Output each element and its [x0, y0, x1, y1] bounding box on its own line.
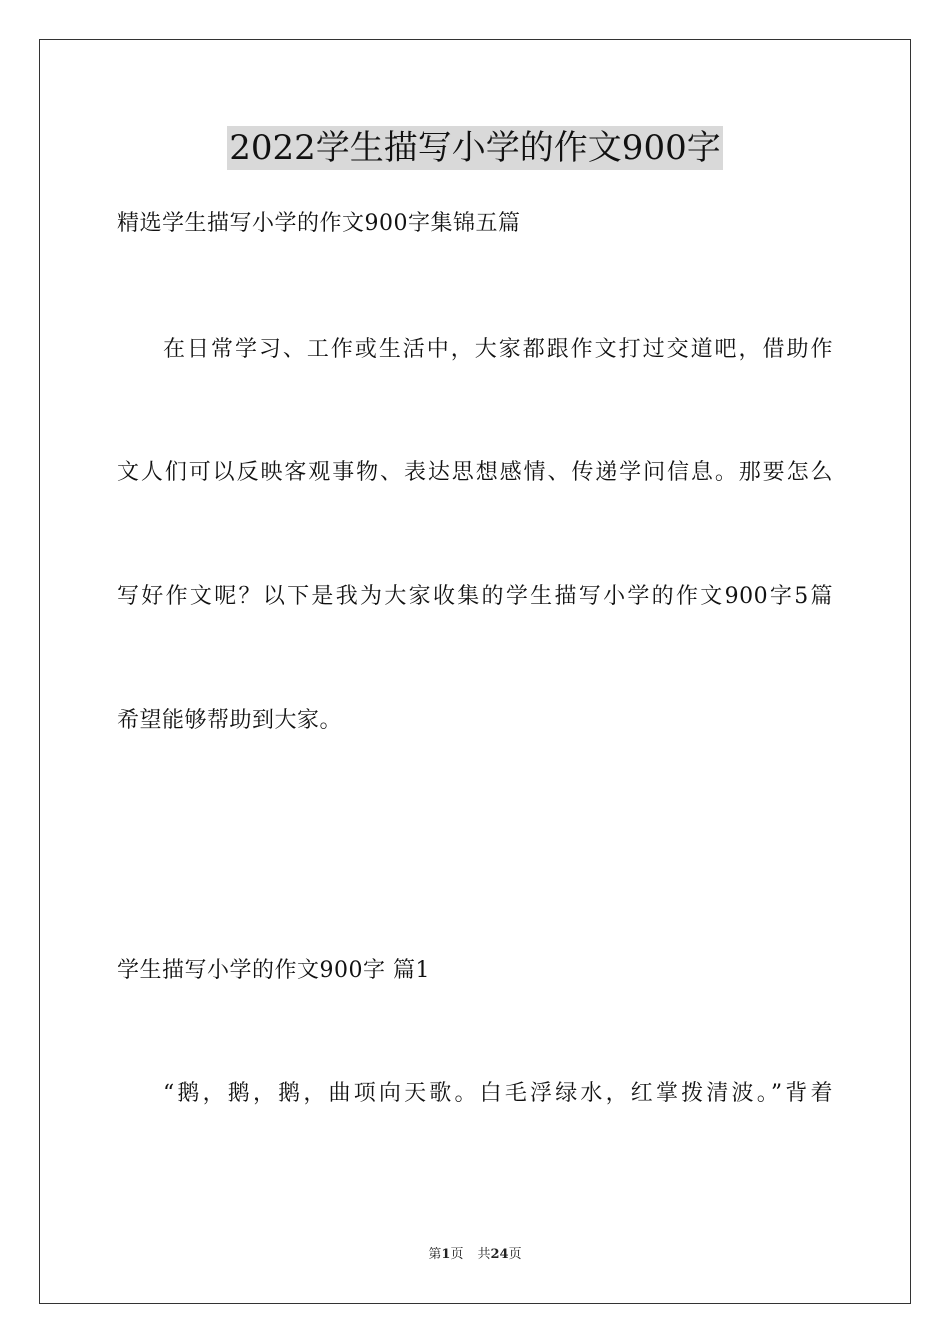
intro-line-1: 在日常学习、工作或生活中，大家都跟作文打过交道吧，借助作 — [163, 337, 833, 362]
title-container — [0, 126, 950, 170]
document-title: 2022学生描写小学的作文900字 — [229, 128, 721, 168]
page-footer — [0, 1246, 950, 1264]
footer-page-prefix: 第 — [428, 1247, 442, 1262]
footer-page-suffix: 页 — [450, 1247, 464, 1262]
footer-total-prefix: 共 — [477, 1247, 491, 1262]
intro-line-2: 文人们可以反映客观事物、表达思想感情、传递学问信息。那要怎么 — [117, 460, 833, 485]
intro-line-3: 写好作文呢？以下是我为大家收集的学生描写小学的作文900字5篇 — [117, 584, 833, 609]
document-subtitle: 精选学生描写小学的作文900字集锦五篇 — [117, 211, 521, 236]
section-first-line: “鹅，鹅，鹅，曲项向天歌。白毛浮绿水，红掌拨清波。”背着 — [163, 1081, 833, 1106]
intro-line-4: 希望能够帮助到大家。 — [117, 708, 343, 733]
footer-total-suffix: 页 — [508, 1247, 522, 1262]
section-heading: 学生描写小学的作文900字 篇1 — [117, 958, 430, 983]
footer-total-pages: 24 — [490, 1247, 509, 1262]
footer-page-current: 1 — [441, 1247, 451, 1262]
